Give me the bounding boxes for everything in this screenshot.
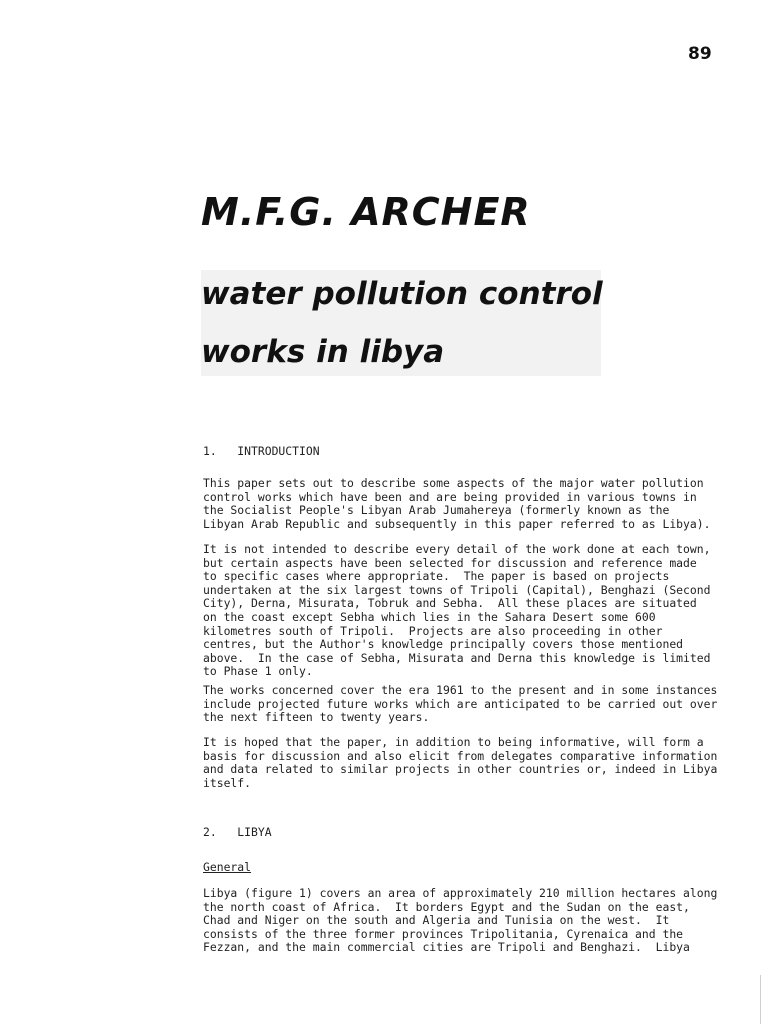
text-line: It is hoped that the paper, in addition to being informative, will form a: [203, 735, 704, 749]
text-line: It is not intended to describe every detail of the work done at each town,: [203, 542, 711, 556]
text-line: centres, but the Author's knowledge principally covers those mentioned: [203, 637, 684, 652]
intro-paragraph-4: [203, 736, 723, 790]
intro-paragraph-1: [203, 477, 723, 531]
paper-title-line-1: water pollution control: [201, 276, 603, 312]
text-line: This paper sets out to describe some aspects of the major water pollution: [203, 476, 704, 490]
text-line: control works which have been and are being provided in various towns in: [203, 489, 697, 504]
text-line: Fezzan, and the main commercial cities are Tripoli and Benghazi. Libya: [203, 940, 690, 955]
text-line: but certain aspects have been selected for discussion and reference made: [203, 555, 697, 570]
author-name: M.F.G. ARCHER: [201, 190, 531, 234]
text-line: City), Derna, Misurata, Tobruk and Sebha. All these places are situated: [203, 596, 697, 611]
text-line: on the coast except Sebha which lies in the Sahara Desert some 600: [203, 609, 656, 624]
text-line: The works concerned cover the era 1961 to the present and in some instances: [203, 683, 718, 697]
text-line: consists of the three former provinces Tripolitania, Cyrenaica and the: [203, 926, 684, 941]
subsection-heading-general: General: [203, 860, 252, 874]
section-heading-libya: 2. LIBYA: [203, 825, 272, 839]
text-line: itself.: [203, 775, 252, 790]
text-line: Libyan Arab Republic and subsequently in this paper referred to as Libya).: [203, 516, 711, 531]
text-line: undertaken at the six largest towns of Tripoli (Capital), Benghazi (Second: [203, 582, 711, 597]
text-line: Chad and Niger on the south and Algeria and Tunisia on the west. It: [203, 913, 670, 928]
section-heading-introduction: 1. INTRODUCTION: [203, 444, 320, 458]
text-line: the next fifteen to twenty years.: [203, 710, 430, 725]
paper-title-line-2: works in libya: [201, 334, 445, 370]
text-line: the Socialist People's Libyan Arab Jumahereya (formerly known as the: [203, 503, 670, 518]
text-line: basis for discussion and also elicit from delegates comparative information: [203, 748, 718, 763]
text-line: and data related to similar projects in other countries or, indeed in Libya: [203, 762, 718, 777]
text-line: to specific cases where appropriate. The paper is based on projects: [203, 569, 670, 584]
scan-edge-mark: [760, 975, 761, 1024]
text-line: include projected future works which are anticipated to be carried out over: [203, 696, 718, 711]
page-number: 89: [688, 44, 712, 64]
text-line: the north coast of Africa. It borders Egypt and the Sudan on the east,: [203, 899, 690, 914]
text-line: above. In the case of Sebha, Misurata and Derna this knowledge is limited: [203, 650, 711, 665]
intro-paragraph-3: [203, 684, 723, 725]
intro-paragraph-2: [203, 543, 723, 679]
text-line: to Phase 1 only.: [203, 664, 313, 679]
libya-paragraph-1: [203, 887, 723, 955]
text-line: Libya (figure 1) covers an area of approximately 210 million hectares along: [203, 886, 718, 900]
text-line: kilometres south of Tripoli. Projects are also proceeding in other: [203, 623, 663, 638]
